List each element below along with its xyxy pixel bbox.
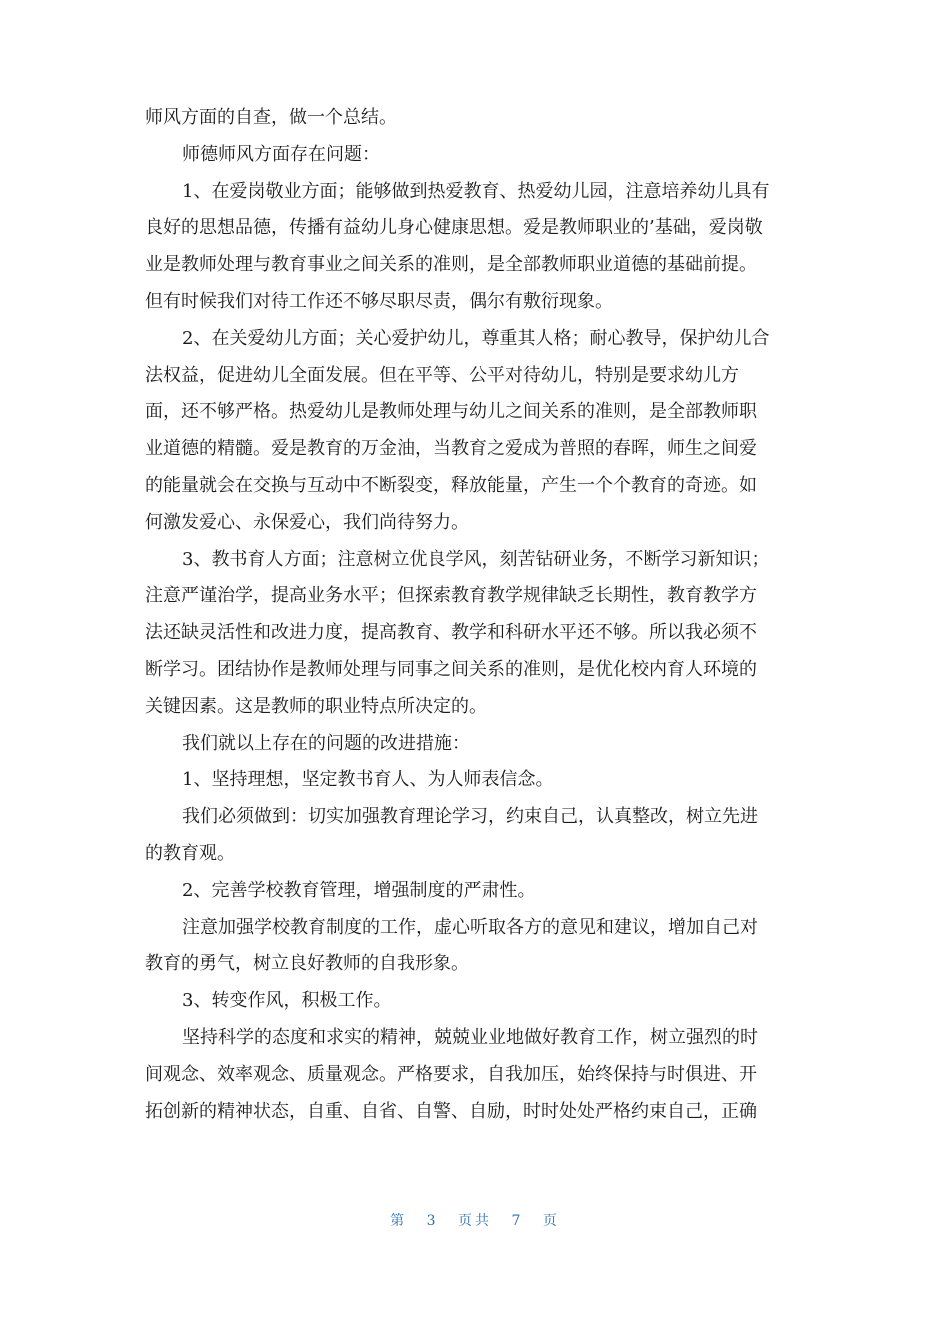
- text-line: 拓创新的精神状态，自重、自省、自警、自励，时时处处严格约束自己，正确: [145, 1100, 757, 1122]
- text-line: 良好的思想品德，传播有益幼儿身心健康思想。爱是教师职业的’基础，爱岗敬: [145, 217, 763, 239]
- text-line: 注意严谨治学，提高业务水平；但探索教育教学规律缺乏长期性，教育教学方: [145, 585, 757, 607]
- text-line: 间观念、效率观念、质量观念。严格要求，自我加压，始终保持与时俱进、开: [145, 1063, 757, 1085]
- text-line: 坚持科学的态度和求实的精神，兢兢业业地做好教育工作，树立强烈的时: [182, 1026, 758, 1048]
- footer-current-page: 3: [426, 1213, 439, 1229]
- text-line: 2、完善学校教育管理，增强制度的严肃性。: [182, 879, 536, 901]
- text-line: 师风方面的自查，做一个总结。: [145, 107, 397, 128]
- document-body: [145, 100, 807, 1130]
- text-line: 法权益，促进幼儿全面发展。但在平等、公平对待幼儿，特别是要求幼儿方: [145, 364, 739, 386]
- text-line: 1、在爱岗敬业方面；能够做到热爱教育、热爱幼儿园，注意培养幼儿具有: [182, 180, 770, 202]
- text-line: 我们必须做到：切实加强教育理论学习，约束自己，认真整改，树立先进: [182, 806, 758, 828]
- text-line: 2、在关爱幼儿方面；关心爱护幼儿，尊重其人格；耐心教导，保护幼儿合: [182, 327, 770, 349]
- text-line: 的能量就会在交换与互动中不断裂变，释放能量，产生一个个教育的奇迹。如: [145, 474, 757, 496]
- text-line: 教育的勇气，树立良好教师的自我形象。: [145, 953, 469, 975]
- text-line: 的教育观。: [145, 842, 235, 864]
- text-line: 法还缺灵活性和改进力度，提高教育、教学和科研水平还不够。所以我必须不: [145, 622, 757, 644]
- page-footer: [0, 1210, 950, 1230]
- text-line: 业道德的精髓。爱是教育的万金油，当教育之爱成为普照的春晖，师生之间爱: [145, 438, 757, 460]
- text-line: 3、教书育人方面；注意树立优良学风，刻苦钻研业务，不断学习新知识；: [182, 548, 770, 570]
- text-line: 何激发爱心、永保爱心，我们尚待努力。: [145, 511, 469, 533]
- footer-prefix: 第: [390, 1213, 408, 1229]
- text-line: 业是教师处理与教育事业之间关系的准则，是全部教师职业道德的基础前提。: [145, 254, 757, 276]
- text-line: 师德师风方面存在问题：: [182, 143, 380, 165]
- text-line: 断学习。团结协作是教师处理与同事之间关系的准则，是优化校内育人环境的: [145, 658, 757, 680]
- text-line: 但有时候我们对待工作还不够尽职尽责，偶尔有敷衍现象。: [145, 290, 613, 312]
- text-line: 关键因素。这是教师的职业特点所决定的。: [145, 695, 487, 717]
- footer-suffix: 页: [542, 1213, 560, 1229]
- text-line: 3、转变作风，积极工作。: [182, 990, 392, 1012]
- footer-total-pages: 7: [511, 1213, 524, 1229]
- text-line: 注意加强学校教育制度的工作，虚心听取各方的意见和建议，增加自己对: [182, 916, 758, 938]
- footer-middle: 页共: [458, 1213, 492, 1229]
- text-line: 面，还不够严格。热爱幼儿是教师处理与幼儿之间关系的准则，是全部教师职: [145, 401, 757, 423]
- text-line: 我们就以上存在的问题的改进措施：: [182, 732, 470, 754]
- text-line: 1、坚持理想，坚定教书育人、为人师表信念。: [182, 769, 554, 791]
